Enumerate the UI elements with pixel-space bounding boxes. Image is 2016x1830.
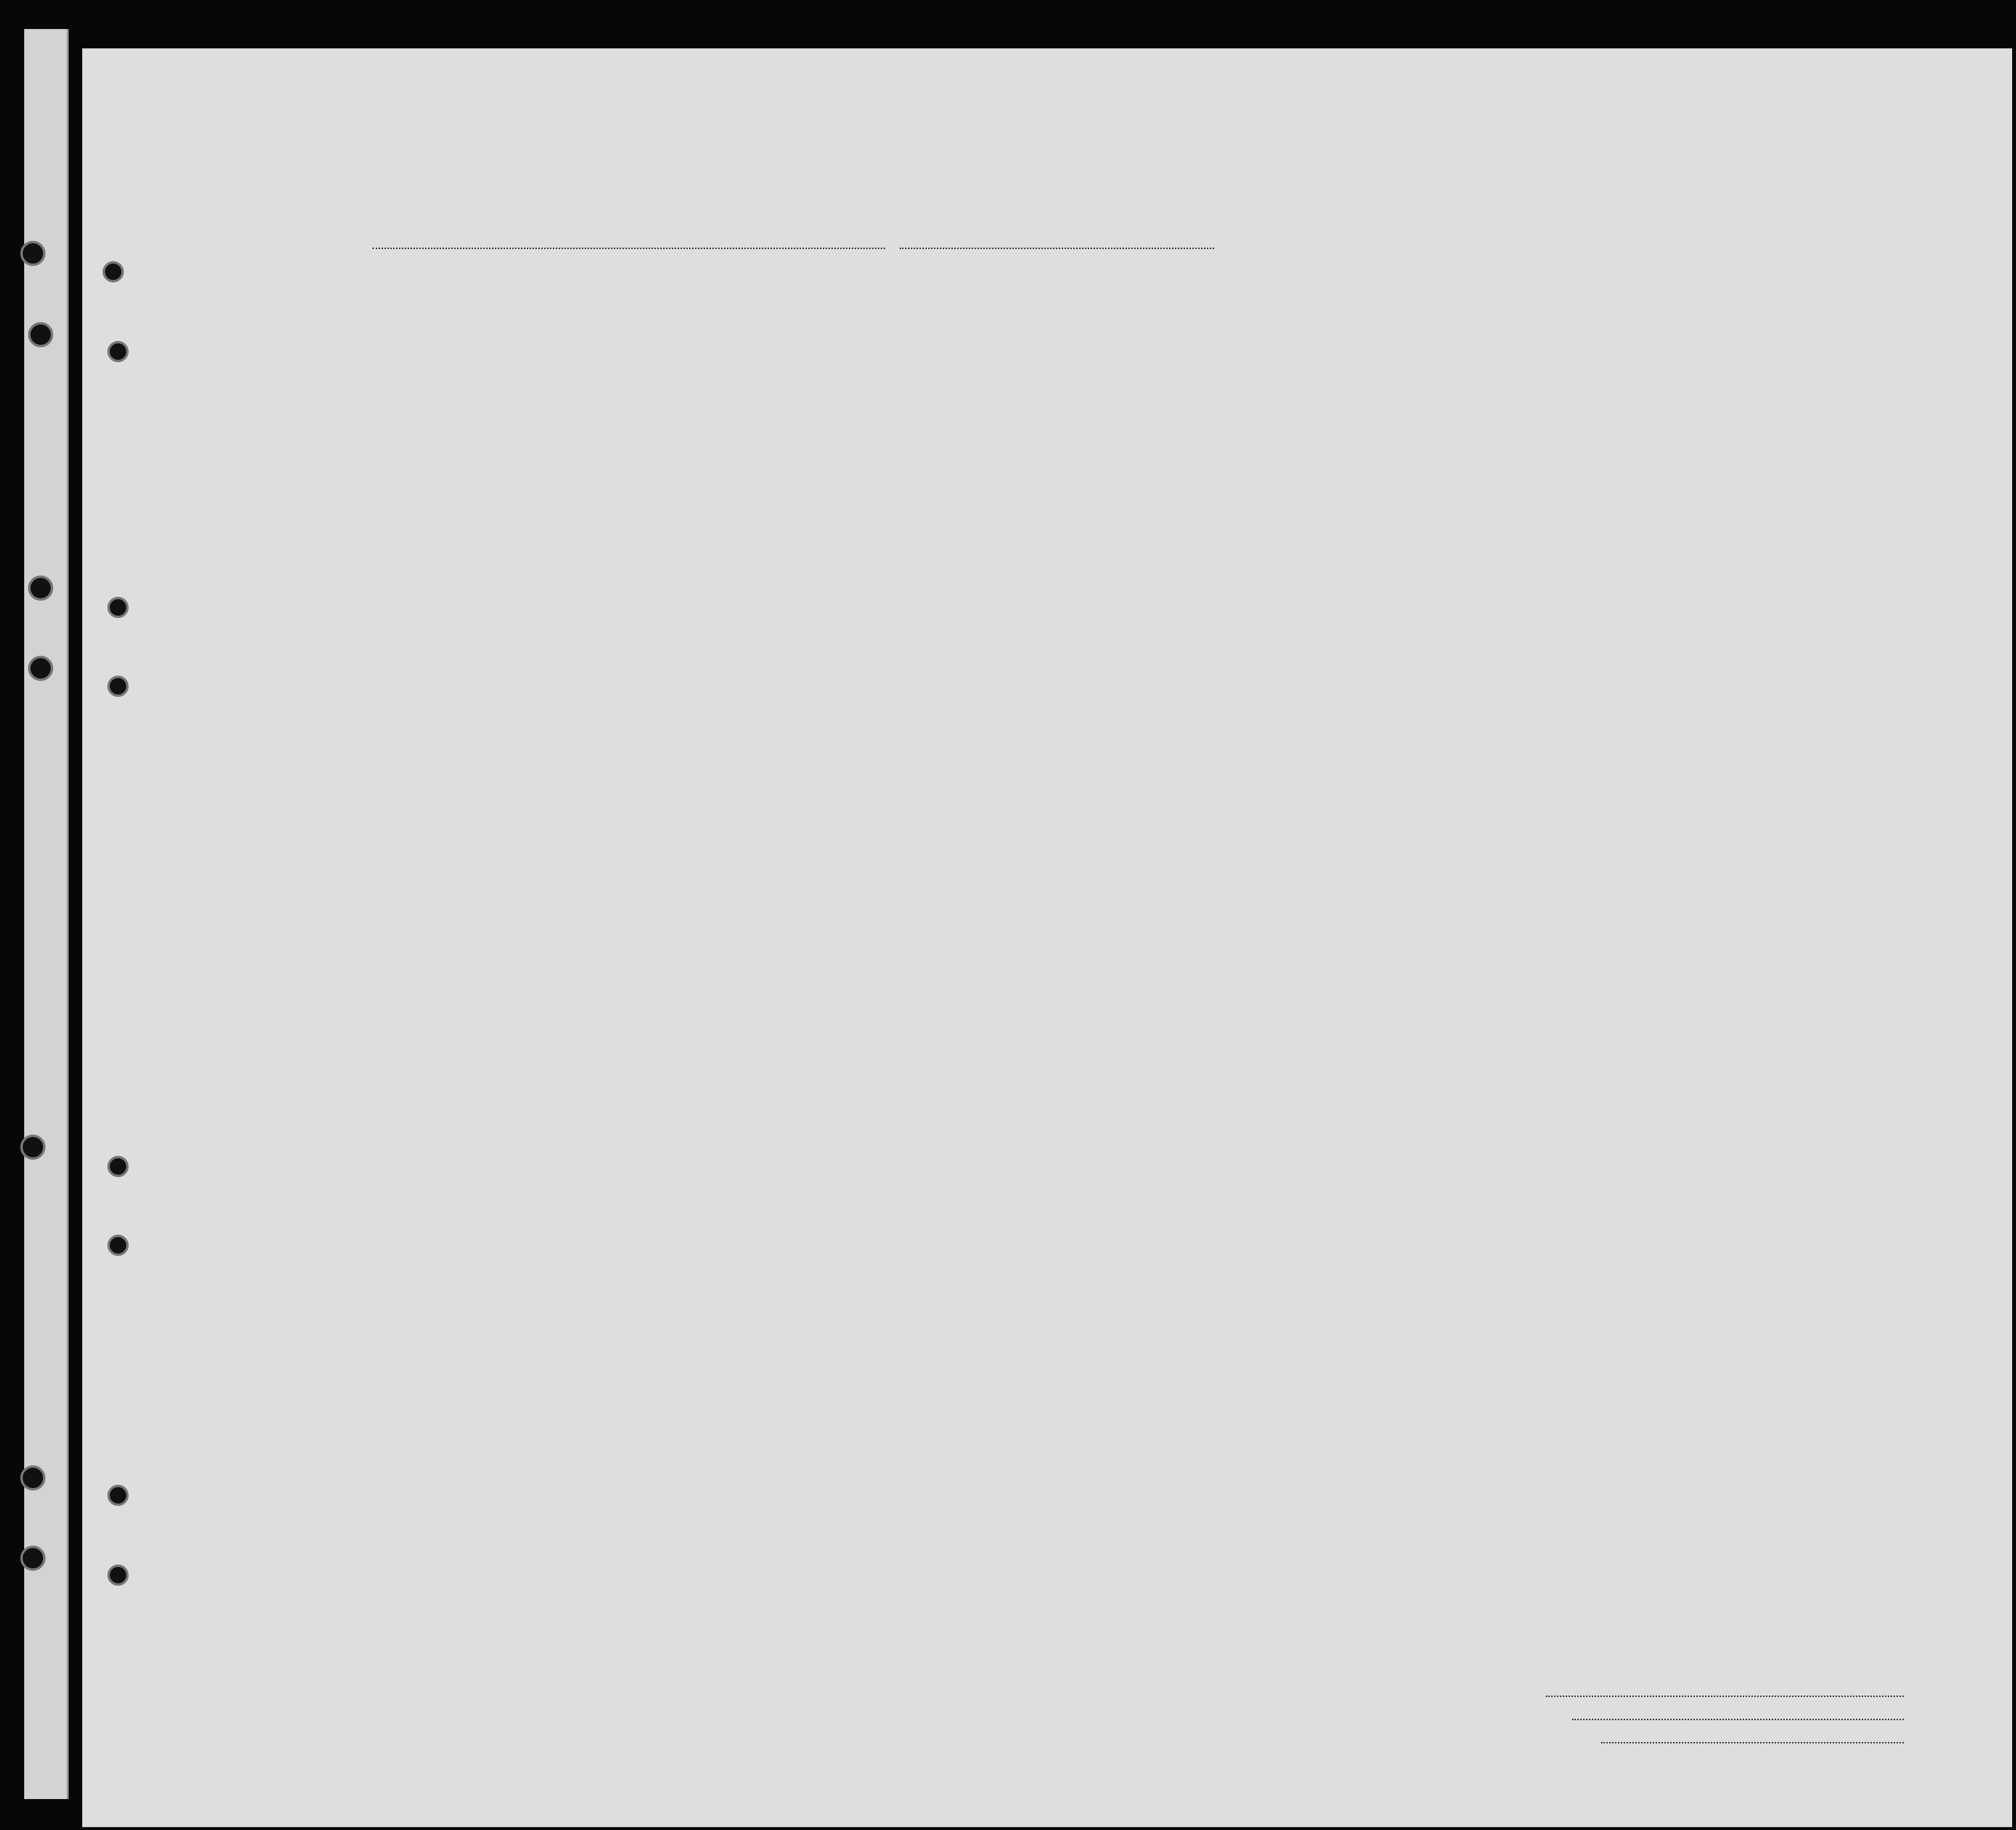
owners-field — [1572, 1719, 1904, 1720]
line-field — [1546, 1696, 1904, 1697]
agents-field — [1601, 1742, 1904, 1743]
